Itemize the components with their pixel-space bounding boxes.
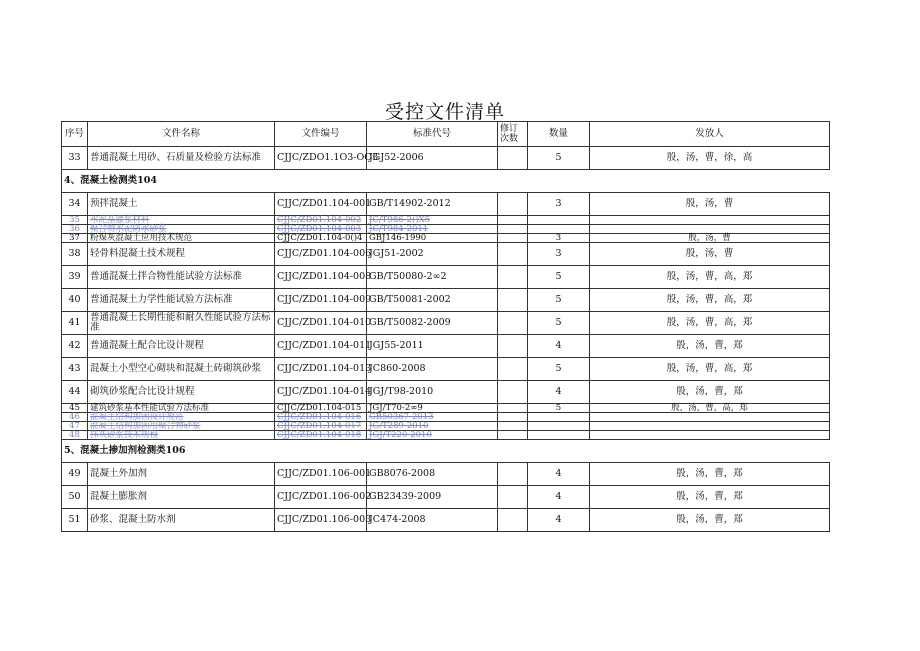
cell-seq: 40 [62, 289, 88, 312]
cell-qty: 5 [528, 312, 590, 335]
cell-issue: 殷，汤，曹，郑 [590, 486, 830, 509]
cell-name: 预拌混凝土 [88, 193, 275, 216]
cell-seq: 34 [62, 193, 88, 216]
cell-seq: 47 [62, 422, 88, 431]
cell-rev [498, 463, 528, 486]
cell-rev [498, 486, 528, 509]
table-row [62, 335, 830, 358]
cell-std: JC/T984-2011 [367, 225, 498, 234]
cell-qty: 3 [528, 193, 590, 216]
cell-seq: 35 [62, 216, 88, 225]
cell-code: CJJC/ZD01.104-016 [275, 413, 367, 422]
cell-code: CJJC/ZD01.104-014 [275, 381, 367, 404]
cell-code: CJJC/ZD01.104-018 [275, 431, 367, 440]
cell-issue: 殷，汤，曹，高，郑 [590, 266, 830, 289]
cell-name: 普通混凝土用砂、石质量及检验方法标准 [88, 147, 275, 170]
cell-code: CJJC/ZD01.104-002 [275, 216, 367, 225]
cell-name: 混凝土结构加固设计规范 [88, 413, 275, 422]
cell-std: JGJ52-2006 [367, 147, 498, 170]
cell-std: JG∕T289-2010 [367, 422, 498, 431]
cell-qty: 5 [528, 147, 590, 170]
table-row [62, 234, 830, 243]
cell-code: CJJC/ZD01.104-009 [275, 289, 367, 312]
cell-name: 普通混凝土配合比设计规程 [88, 335, 275, 358]
cell-std: JGJ∕T70-2∞9 [367, 404, 498, 413]
header-rev: 修订次数 [498, 122, 528, 147]
cell-seq: 50 [62, 486, 88, 509]
cell-qty: 3 [528, 243, 590, 266]
cell-code: CJJC/ZD01.106-003 [275, 509, 367, 532]
table-row [62, 243, 830, 266]
cell-std: GB/T14902-2012 [367, 193, 498, 216]
cell-issue: 殷，汤，曹，郑 [590, 381, 830, 404]
cell-name: 普通混凝土力学性能试验方法标准 [88, 289, 275, 312]
cell-name: 聚合物水泥防水砂浆 [88, 225, 275, 234]
cell-issue: 殷，汤，曹，郑 [590, 463, 830, 486]
cell-std: JGJ51-2002 [367, 243, 498, 266]
cell-qty: 4 [528, 335, 590, 358]
cell-seq: 44 [62, 381, 88, 404]
cell-rev [498, 413, 528, 422]
table-row [62, 486, 830, 509]
cell-std: GB50367-2013 [367, 413, 498, 422]
cell-name: 砌筑砂浆配合比设计规程 [88, 381, 275, 404]
cell-rev [498, 335, 528, 358]
header-issue: 发放人 [590, 122, 830, 147]
cell-qty [528, 422, 590, 431]
cell-rev [498, 243, 528, 266]
cell-rev [498, 358, 528, 381]
cell-seq: 48 [62, 431, 88, 440]
table-row [62, 431, 830, 440]
table-row [62, 266, 830, 289]
cell-seq: 37 [62, 234, 88, 243]
cell-seq: 42 [62, 335, 88, 358]
cell-rev [498, 431, 528, 440]
cell-code: CJJC/ZD01.104-017 [275, 422, 367, 431]
cell-std: JC860-2008 [367, 358, 498, 381]
cell-qty: 3 [528, 234, 590, 243]
cell-seq: 33 [62, 147, 88, 170]
cell-issue [590, 422, 830, 431]
cell-qty [528, 413, 590, 422]
page-title: 受控文件清单 [384, 101, 505, 123]
cell-issue: 殷，汤，曹，郑 [590, 335, 830, 358]
cell-std: GB/T50082-2009 [367, 312, 498, 335]
cell-code: CJJC/ZD01.104-008 [275, 266, 367, 289]
cell-std: JGJ/T220-2010 [367, 431, 498, 440]
cell-issue: 殷，汤，曹，高，郑 [590, 404, 830, 413]
table-header-row [62, 122, 830, 147]
table-row [62, 216, 830, 225]
cell-rev [498, 234, 528, 243]
cell-rev [498, 225, 528, 234]
section-header-row [62, 170, 830, 193]
cell-rev [498, 289, 528, 312]
cell-qty: 5 [528, 289, 590, 312]
cell-code: CJJC/ZD01.104-010 [275, 312, 367, 335]
cell-qty [528, 431, 590, 440]
cell-std: JGJ/T98-2010 [367, 381, 498, 404]
header-name: 文件名称 [88, 122, 275, 147]
cell-qty: 4 [528, 509, 590, 532]
cell-code: CJJC/ZD01.104-006 [275, 243, 367, 266]
table-row [62, 422, 830, 431]
cell-std: GB/T50080-2∞2 [367, 266, 498, 289]
cell-qty: 4 [528, 463, 590, 486]
cell-name: 水泥基灌浆材料 [88, 216, 275, 225]
cell-std: JGJ55-2011 [367, 335, 498, 358]
cell-code: CJJC/ZD01.104-013 [275, 358, 367, 381]
cell-issue: 殷，汤，曹，高，郑 [590, 289, 830, 312]
cell-qty: 4 [528, 381, 590, 404]
header-seq: 序号 [62, 122, 88, 147]
cell-std: GB23439-2009 [367, 486, 498, 509]
cell-issue [590, 216, 830, 225]
cell-name: 轻骨料混凝土技术规程 [88, 243, 275, 266]
cell-qty: 4 [528, 486, 590, 509]
cell-issue: 殷，汤，曹，高，郑 [590, 358, 830, 381]
cell-issue: 殷，汤，曹，郑 [590, 509, 830, 532]
table-row [62, 358, 830, 381]
cell-qty: 5 [528, 266, 590, 289]
cell-seq: 38 [62, 243, 88, 266]
table-row [62, 193, 830, 216]
cell-std: GB8076-2008 [367, 463, 498, 486]
cell-code: CJJC/ZD01.104-015 [275, 404, 367, 413]
header-qty: 数量 [528, 122, 590, 147]
cell-seq: 49 [62, 463, 88, 486]
cell-rev [498, 312, 528, 335]
cell-std: GB/T50081-2002 [367, 289, 498, 312]
cell-std: JC474-2008 [367, 509, 498, 532]
cell-name: 粉煤灰混凝土应用技术规范 [88, 234, 275, 243]
table-row [62, 289, 830, 312]
cell-code: CJJC/ZDO1.1O3-OO3 [275, 147, 367, 170]
header-code: 文件编号 [275, 122, 367, 147]
cell-name: 抹灰砂浆技术规程 [88, 431, 275, 440]
cell-name: 混凝土外加剂 [88, 463, 275, 486]
cell-issue: 殷，汤，曹，徐，高 [590, 147, 830, 170]
cell-issue [590, 413, 830, 422]
cell-name: 砂浆、混凝土防水剂 [88, 509, 275, 532]
cell-rev [498, 422, 528, 431]
section-title: 4、混凝土检测类104 [62, 170, 830, 193]
cell-rev [498, 216, 528, 225]
cell-rev [498, 193, 528, 216]
cell-name: 混凝土小型空心砌块和混凝土砖砌筑砂浆 [88, 358, 275, 381]
cell-code: CJJC/ZD01.106-001 [275, 463, 367, 486]
cell-issue: 殷，汤，曹 [590, 234, 830, 243]
cell-code: CJJC/ZD01.104-0()4 [275, 234, 367, 243]
cell-seq: 36 [62, 225, 88, 234]
cell-qty: 5 [528, 404, 590, 413]
header-std: 标准代号 [367, 122, 498, 147]
cell-name: 混凝土膨胀剂 [88, 486, 275, 509]
cell-qty [528, 216, 590, 225]
cell-name: 混凝土结构加固用聚合物砂浆 [88, 422, 275, 431]
cell-code: CJJC/ZD01.104-011 [275, 335, 367, 358]
table-row [62, 509, 830, 532]
cell-name: 普通混凝土长期性能和耐久性能试验方法标准 [88, 312, 275, 335]
cell-rev [498, 266, 528, 289]
cell-issue: 殷，汤，曹 [590, 243, 830, 266]
cell-seq: 51 [62, 509, 88, 532]
cell-std: JC/T986-2()X5 [367, 216, 498, 225]
table-row [62, 312, 830, 335]
cell-rev [498, 381, 528, 404]
cell-code: CJJC/ZD01.106-002 [275, 486, 367, 509]
cell-qty: 5 [528, 358, 590, 381]
cell-seq: 39 [62, 266, 88, 289]
cell-seq: 41 [62, 312, 88, 335]
cell-seq: 43 [62, 358, 88, 381]
cell-std: GBJ146-1990 [367, 234, 498, 243]
cell-rev [498, 147, 528, 170]
cell-rev [498, 404, 528, 413]
table-row [62, 147, 830, 170]
cell-code: CJJC/ZD01.104-003 [275, 225, 367, 234]
cell-issue: 殷，汤，曹，高，郑 [590, 312, 830, 335]
table-body [62, 147, 830, 532]
cell-name: 普通混凝土拌合物性能试验方法标准 [88, 266, 275, 289]
cell-issue [590, 431, 830, 440]
cell-seq: 45 [62, 404, 88, 413]
cell-rev [498, 509, 528, 532]
section-title: 5、混凝土掺加剂检测类106 [62, 440, 830, 463]
section-header-row [62, 440, 830, 463]
table-row [62, 381, 830, 404]
document-table [61, 121, 830, 532]
cell-issue: 殷，汤，曹 [590, 193, 830, 216]
cell-name: 建筑砂浆基本性能试验方法标准 [88, 404, 275, 413]
cell-code: CJJC/ZD01.104-001 [275, 193, 367, 216]
table-row [62, 463, 830, 486]
cell-seq: 46 [62, 413, 88, 422]
